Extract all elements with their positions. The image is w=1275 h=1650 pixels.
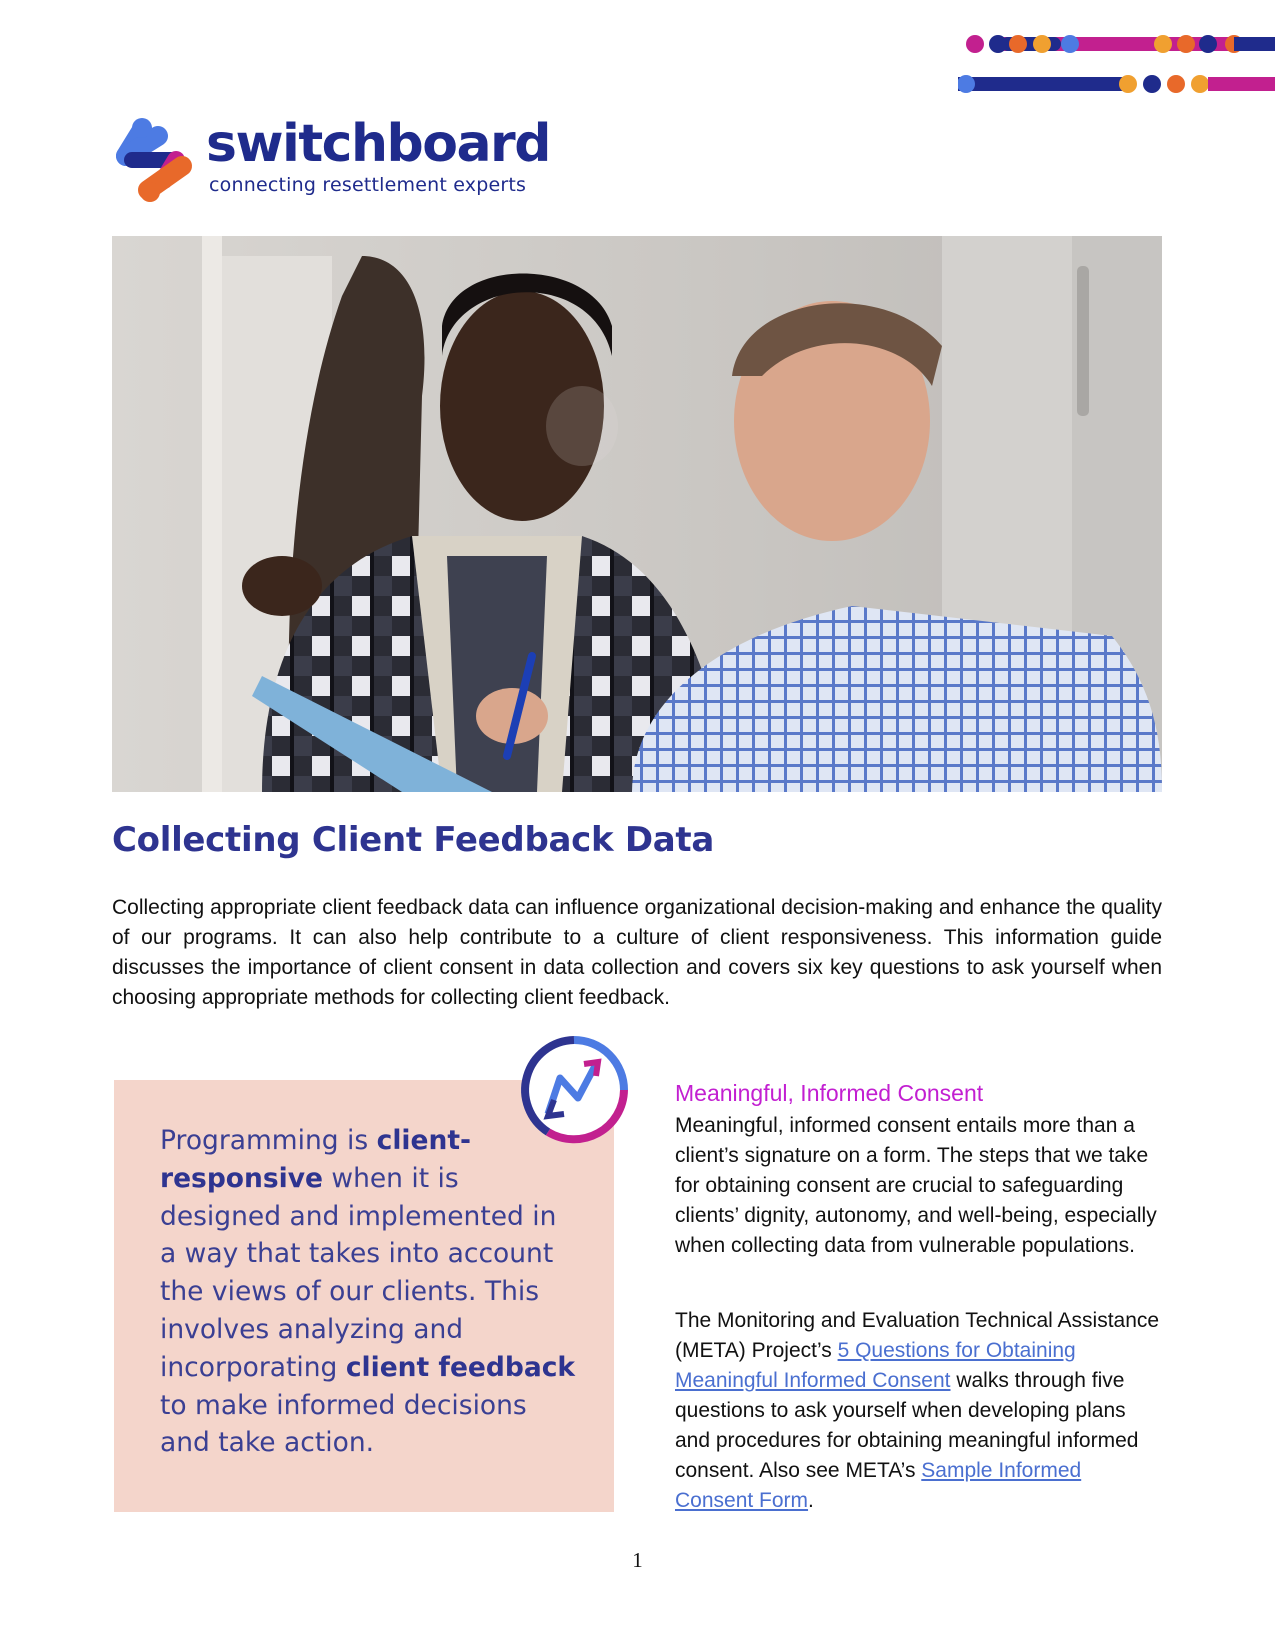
callout-bold-client-feedback: client feedback <box>345 1351 576 1383</box>
decorative-dot-bars <box>958 30 1275 98</box>
intro-paragraph: Collecting appropriate client feedback data can influence organizational decision-making and enhance the quality of our programs. It can also help contribute to a culture of client responsiveness. This information guide discusses the importance of client consent in data collection and covers six key questions to ask yourself when choosing appropriate methods for collecting client feedback. <box>112 896 1162 1009</box>
link-sample-informed-consent-form[interactable]: Sample Informed Consent Form <box>675 1459 1082 1512</box>
callout-text-part: Programming is <box>160 1125 377 1156</box>
callout-text-part: to make informed decisions and take action. <box>160 1389 527 1459</box>
compass-arrows-icon <box>518 1034 630 1146</box>
switchboard-wordmark: switchboard <box>206 114 550 174</box>
dot-bars-graphic <box>958 30 1275 98</box>
consent-text-part: walks through five questions to ask yourself when developing plans and procedures for obtaining meaningful informed consent. Also see META’s <box>675 1369 1139 1482</box>
consent-heading: Meaningful, Informed Consent <box>675 1080 984 1106</box>
photo-two-men-with-clipboard <box>112 236 1162 792</box>
link-5-questions-informed-consent[interactable]: 5 Questions for Obtaining Meaningful Informed Consent <box>675 1339 1076 1392</box>
switchboard-logo <box>112 116 552 206</box>
page-title: Collecting Client Feedback Data <box>112 820 714 860</box>
consent-text-part: . <box>808 1489 814 1512</box>
callout-bold-client-responsive: client-responsive <box>160 1125 472 1194</box>
switchboard-tagline: connecting resettlement experts <box>209 174 527 196</box>
compass-badge-icon <box>518 1034 630 1151</box>
hero-photo <box>112 236 1162 792</box>
consent-paragraph-1: Meaningful, informed consent entails more than a client’s signature on a form. The steps that we take for obtaining consent are crucial to safeguarding clients’ dignity, autonomy, and well-being, especially when collecting data from vulnerable populations. <box>675 1114 1157 1257</box>
switchboard-logo-icon <box>112 116 196 204</box>
consent-text-part: The Monitoring and Evaluation Technical Assistance (META) Project’s <box>675 1309 1160 1362</box>
consent-paragraph-2 <box>675 1306 1165 1516</box>
page-number: 1 <box>632 1548 643 1572</box>
callout-text <box>160 1122 580 1462</box>
callout-text-part: when it is designed and implemented in a way that takes into account the views of our clients. This involves analyzing and incorporating <box>160 1162 557 1383</box>
